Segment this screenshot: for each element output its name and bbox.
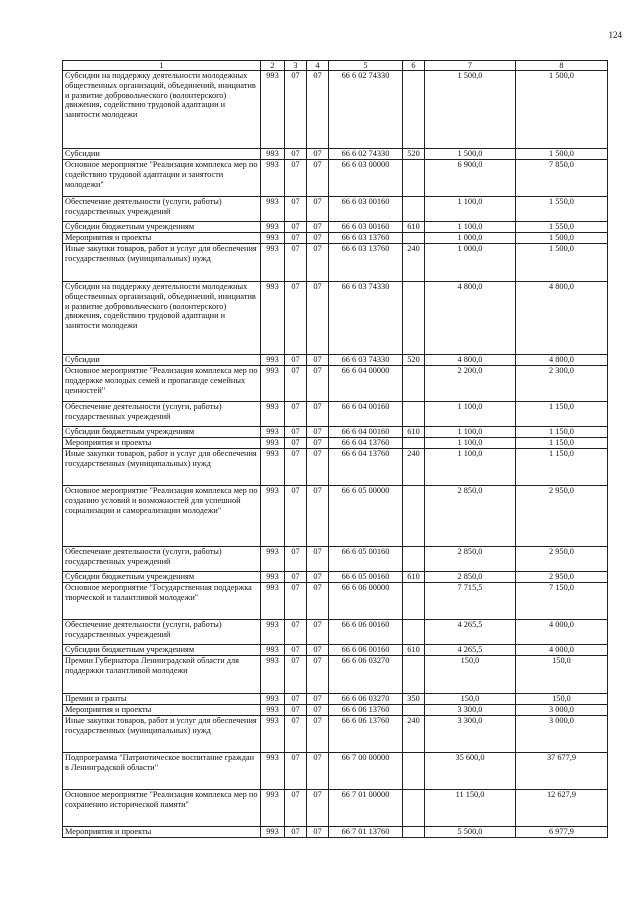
row-target-article: 66 6 06 00160 — [329, 645, 403, 656]
row-amount-year1: 1 500,0 — [425, 71, 516, 149]
row-subsection: 07 — [307, 572, 329, 583]
row-expense-type — [403, 197, 425, 222]
row-section: 07 — [285, 149, 307, 160]
row-ministry-code: 993 — [261, 790, 285, 827]
row-expense-type — [403, 366, 425, 402]
table-row — [63, 547, 608, 572]
table-row — [63, 694, 608, 705]
row-name: Субсидии на поддержку деятельности молодежных общественных организаций, объединений, инициатив и развитие добровольческого (волонтерского) движения, содействию трудовой адаптации и занятости молодежи — [63, 282, 261, 355]
row-subsection: 07 — [307, 547, 329, 572]
row-section: 07 — [285, 427, 307, 438]
row-target-article: 66 6 03 74330 — [329, 355, 403, 366]
table-row — [63, 233, 608, 244]
row-section: 07 — [285, 827, 307, 838]
row-amount-year1: 11 150,0 — [425, 790, 516, 827]
row-amount-year1: 1 000,0 — [425, 233, 516, 244]
row-target-article: 66 6 03 13760 — [329, 244, 403, 282]
row-section: 07 — [285, 790, 307, 827]
row-subsection: 07 — [307, 790, 329, 827]
row-amount-year1: 1 100,0 — [425, 197, 516, 222]
row-amount-year1: 5 500,0 — [425, 827, 516, 838]
row-amount-year2: 4 800,0 — [516, 282, 608, 355]
page-number: 124 — [608, 30, 622, 40]
row-ministry-code: 993 — [261, 222, 285, 233]
row-amount-year2: 1 500,0 — [516, 149, 608, 160]
row-target-article: 66 6 04 13760 — [329, 449, 403, 486]
row-expense-type — [403, 486, 425, 547]
row-amount-year2: 12 627,9 — [516, 790, 608, 827]
row-section: 07 — [285, 438, 307, 449]
row-ministry-code: 993 — [261, 355, 285, 366]
table-row — [63, 402, 608, 427]
table-row — [63, 71, 608, 149]
row-section: 07 — [285, 694, 307, 705]
row-ministry-code: 993 — [261, 572, 285, 583]
column-header: 2 — [261, 61, 285, 71]
row-target-article: 66 7 00 00000 — [329, 753, 403, 790]
table-row — [63, 438, 608, 449]
row-section: 07 — [285, 71, 307, 149]
row-ministry-code: 993 — [261, 486, 285, 547]
row-amount-year2: 1 150,0 — [516, 402, 608, 427]
row-name: Субсидии — [63, 355, 261, 366]
row-amount-year2: 2 950,0 — [516, 547, 608, 572]
row-amount-year2: 37 677,9 — [516, 753, 608, 790]
row-section: 07 — [285, 486, 307, 547]
row-name: Основное мероприятие "Реализация комплекса мер по сохранению исторической памяти" — [63, 790, 261, 827]
row-expense-type: 240 — [403, 716, 425, 753]
table-row — [63, 427, 608, 438]
row-amount-year2: 6 977,9 — [516, 827, 608, 838]
row-amount-year2: 4 000,0 — [516, 620, 608, 645]
budget-table — [62, 60, 608, 838]
row-target-article: 66 6 02 74330 — [329, 71, 403, 149]
table-row — [63, 753, 608, 790]
row-amount-year2: 1 500,0 — [516, 71, 608, 149]
row-name: Иные закупки товаров, работ и услуг для обеспечения государственных (муниципальных) нужд — [63, 449, 261, 486]
row-ministry-code: 993 — [261, 705, 285, 716]
row-section: 07 — [285, 160, 307, 197]
row-amount-year1: 2 850,0 — [425, 486, 516, 547]
row-name: Основное мероприятие "Государственная поддержка творческой и талантливой молодежи" — [63, 583, 261, 620]
row-amount-year1: 4 265,5 — [425, 620, 516, 645]
column-header: 4 — [307, 61, 329, 71]
row-subsection: 07 — [307, 645, 329, 656]
table-row — [63, 645, 608, 656]
row-ministry-code: 993 — [261, 366, 285, 402]
row-expense-type: 350 — [403, 694, 425, 705]
row-expense-type — [403, 620, 425, 645]
row-ministry-code: 993 — [261, 282, 285, 355]
row-target-article: 66 7 01 13760 — [329, 827, 403, 838]
row-target-article: 66 6 05 00000 — [329, 486, 403, 547]
row-expense-type — [403, 438, 425, 449]
column-header: 7 — [425, 61, 516, 71]
row-expense-type — [403, 71, 425, 149]
row-subsection: 07 — [307, 827, 329, 838]
row-amount-year1: 4 800,0 — [425, 355, 516, 366]
table-row — [63, 705, 608, 716]
row-ministry-code: 993 — [261, 427, 285, 438]
row-name: Основное мероприятие "Реализация комплекса мер по созданию условий и возможностей для успешной социализации и самореализации молодежи" — [63, 486, 261, 547]
row-name: Мероприятия и проекты — [63, 438, 261, 449]
table-row — [63, 366, 608, 402]
row-subsection: 07 — [307, 705, 329, 716]
table-row — [63, 197, 608, 222]
row-ministry-code: 993 — [261, 244, 285, 282]
row-name: Основное мероприятие "Реализация комплекса мер по поддержке молодых семей и пропаганде семейных ценностей" — [63, 366, 261, 402]
row-target-article: 66 6 03 00000 — [329, 160, 403, 197]
row-target-article: 66 6 06 03270 — [329, 656, 403, 694]
row-name: Обеспечение деятельности (услуги, работы) государственных учреждений — [63, 620, 261, 645]
row-amount-year2: 150,0 — [516, 656, 608, 694]
row-target-article: 66 6 06 00160 — [329, 620, 403, 645]
row-target-article: 66 6 04 00160 — [329, 402, 403, 427]
row-section: 07 — [285, 355, 307, 366]
row-name: Субсидии — [63, 149, 261, 160]
table-row — [63, 244, 608, 282]
row-target-article: 66 6 03 00160 — [329, 222, 403, 233]
row-ministry-code: 993 — [261, 583, 285, 620]
row-amount-year1: 1 000,0 — [425, 244, 516, 282]
row-section: 07 — [285, 716, 307, 753]
table-row — [63, 160, 608, 197]
row-name: Субсидии на поддержку деятельности молодежных общественных организаций, объединений, инициатив и развитие добровольческого (волонтерского) движения, содействию трудовой адаптации и занятости молодежи — [63, 71, 261, 149]
row-name: Субсидии бюджетным учреждениям — [63, 572, 261, 583]
row-expense-type: 610 — [403, 572, 425, 583]
row-amount-year1: 1 100,0 — [425, 427, 516, 438]
row-name: Субсидии бюджетным учреждениям — [63, 222, 261, 233]
row-ministry-code: 993 — [261, 402, 285, 427]
row-section: 07 — [285, 366, 307, 402]
row-target-article: 66 6 06 13760 — [329, 705, 403, 716]
row-subsection: 07 — [307, 656, 329, 694]
row-amount-year2: 1 500,0 — [516, 233, 608, 244]
row-name: Иные закупки товаров, работ и услуг для обеспечения государственных (муниципальных) нужд — [63, 244, 261, 282]
row-amount-year2: 1 150,0 — [516, 427, 608, 438]
row-name: Мероприятия и проекты — [63, 827, 261, 838]
row-name: Мероприятия и проекты — [63, 705, 261, 716]
row-expense-type — [403, 827, 425, 838]
table-row — [63, 620, 608, 645]
row-subsection: 07 — [307, 620, 329, 645]
row-target-article: 66 6 03 13760 — [329, 233, 403, 244]
row-target-article: 66 6 04 00160 — [329, 427, 403, 438]
row-expense-type: 240 — [403, 449, 425, 486]
column-header: 5 — [329, 61, 403, 71]
row-amount-year1: 3 300,0 — [425, 716, 516, 753]
row-subsection: 07 — [307, 716, 329, 753]
table-row — [63, 572, 608, 583]
row-expense-type — [403, 705, 425, 716]
row-ministry-code: 993 — [261, 694, 285, 705]
row-amount-year1: 7 715,5 — [425, 583, 516, 620]
row-subsection: 07 — [307, 244, 329, 282]
row-amount-year2: 7 150,0 — [516, 583, 608, 620]
row-expense-type: 520 — [403, 149, 425, 160]
row-ministry-code: 993 — [261, 233, 285, 244]
table-row — [63, 716, 608, 753]
row-name: Субсидии бюджетным учреждениям — [63, 645, 261, 656]
row-amount-year2: 2 950,0 — [516, 486, 608, 547]
row-target-article: 66 6 03 74330 — [329, 282, 403, 355]
row-amount-year1: 1 100,0 — [425, 222, 516, 233]
row-amount-year1: 1 100,0 — [425, 438, 516, 449]
row-target-article: 66 6 02 74330 — [329, 149, 403, 160]
row-target-article: 66 6 06 03270 — [329, 694, 403, 705]
row-expense-type — [403, 402, 425, 427]
row-name: Иные закупки товаров, работ и услуг для обеспечения государственных (муниципальных) нужд — [63, 716, 261, 753]
row-amount-year2: 1 500,0 — [516, 244, 608, 282]
row-target-article: 66 6 06 13760 — [329, 716, 403, 753]
row-amount-year1: 150,0 — [425, 656, 516, 694]
row-subsection: 07 — [307, 427, 329, 438]
row-amount-year2: 3 000,0 — [516, 716, 608, 753]
row-subsection: 07 — [307, 197, 329, 222]
row-section: 07 — [285, 233, 307, 244]
row-subsection: 07 — [307, 583, 329, 620]
row-ministry-code: 993 — [261, 149, 285, 160]
table-row — [63, 583, 608, 620]
row-section: 07 — [285, 572, 307, 583]
row-subsection: 07 — [307, 71, 329, 149]
row-expense-type — [403, 790, 425, 827]
table-row — [63, 282, 608, 355]
row-section: 07 — [285, 402, 307, 427]
row-ministry-code: 993 — [261, 716, 285, 753]
row-amount-year1: 6 900,0 — [425, 160, 516, 197]
row-amount-year2: 4 800,0 — [516, 355, 608, 366]
column-header: 6 — [403, 61, 425, 71]
row-amount-year1: 150,0 — [425, 694, 516, 705]
row-ministry-code: 993 — [261, 645, 285, 656]
row-amount-year2: 2 300,0 — [516, 366, 608, 402]
row-name: Подпрограмма "Патриотическое воспитание граждан в Ленинградской области" — [63, 753, 261, 790]
row-subsection: 07 — [307, 486, 329, 547]
table-row — [63, 222, 608, 233]
table-row — [63, 449, 608, 486]
row-section: 07 — [285, 547, 307, 572]
row-subsection: 07 — [307, 753, 329, 790]
row-expense-type: 240 — [403, 244, 425, 282]
row-amount-year1: 1 500,0 — [425, 149, 516, 160]
row-subsection: 07 — [307, 233, 329, 244]
row-target-article: 66 7 01 00000 — [329, 790, 403, 827]
row-ministry-code: 993 — [261, 197, 285, 222]
table-row — [63, 827, 608, 838]
row-amount-year1: 35 600,0 — [425, 753, 516, 790]
row-amount-year2: 7 850,0 — [516, 160, 608, 197]
row-target-article: 66 6 05 00160 — [329, 572, 403, 583]
row-amount-year1: 3 300,0 — [425, 705, 516, 716]
row-subsection: 07 — [307, 402, 329, 427]
row-expense-type: 610 — [403, 645, 425, 656]
row-section: 07 — [285, 656, 307, 694]
column-header: 3 — [285, 61, 307, 71]
row-section: 07 — [285, 449, 307, 486]
row-section: 07 — [285, 645, 307, 656]
row-amount-year1: 1 100,0 — [425, 449, 516, 486]
row-amount-year2: 1 550,0 — [516, 197, 608, 222]
row-ministry-code: 993 — [261, 753, 285, 790]
row-subsection: 07 — [307, 449, 329, 486]
row-amount-year1: 1 100,0 — [425, 402, 516, 427]
row-amount-year2: 3 000,0 — [516, 705, 608, 716]
row-subsection: 07 — [307, 149, 329, 160]
table-row — [63, 355, 608, 366]
row-section: 07 — [285, 197, 307, 222]
row-amount-year2: 2 950,0 — [516, 572, 608, 583]
row-amount-year1: 4 265,5 — [425, 645, 516, 656]
row-subsection: 07 — [307, 355, 329, 366]
row-ministry-code: 993 — [261, 71, 285, 149]
row-name: Мероприятия и проекты — [63, 233, 261, 244]
column-header: 1 — [63, 61, 261, 71]
row-ministry-code: 993 — [261, 620, 285, 645]
row-subsection: 07 — [307, 282, 329, 355]
row-expense-type — [403, 233, 425, 244]
row-amount-year2: 1 550,0 — [516, 222, 608, 233]
row-amount-year2: 1 150,0 — [516, 438, 608, 449]
row-amount-year1: 4 800,0 — [425, 282, 516, 355]
row-section: 07 — [285, 583, 307, 620]
row-expense-type: 610 — [403, 222, 425, 233]
column-number-row — [63, 61, 608, 71]
row-name: Обеспечение деятельности (услуги, работы) государственных учреждений — [63, 197, 261, 222]
row-expense-type — [403, 753, 425, 790]
row-section: 07 — [285, 244, 307, 282]
row-ministry-code: 993 — [261, 160, 285, 197]
row-name: Премии и гранты — [63, 694, 261, 705]
row-amount-year2: 4 000,0 — [516, 645, 608, 656]
table-row — [63, 790, 608, 827]
row-expense-type: 520 — [403, 355, 425, 366]
table-row — [63, 486, 608, 547]
row-subsection: 07 — [307, 222, 329, 233]
row-section: 07 — [285, 282, 307, 355]
row-expense-type — [403, 282, 425, 355]
row-target-article: 66 6 05 00160 — [329, 547, 403, 572]
row-target-article: 66 6 03 00160 — [329, 197, 403, 222]
row-name: Обеспечение деятельности (услуги, работы) государственных учреждений — [63, 547, 261, 572]
table-row — [63, 149, 608, 160]
row-target-article: 66 6 04 00000 — [329, 366, 403, 402]
row-ministry-code: 993 — [261, 827, 285, 838]
row-name: Субсидии бюджетным учреждениям — [63, 427, 261, 438]
row-section: 07 — [285, 620, 307, 645]
row-section: 07 — [285, 753, 307, 790]
row-expense-type — [403, 583, 425, 620]
row-subsection: 07 — [307, 160, 329, 197]
column-header: 8 — [516, 61, 608, 71]
row-subsection: 07 — [307, 694, 329, 705]
row-amount-year1: 2 850,0 — [425, 572, 516, 583]
row-expense-type: 610 — [403, 427, 425, 438]
row-expense-type — [403, 656, 425, 694]
row-amount-year1: 2 200,0 — [425, 366, 516, 402]
row-name: Основное мероприятие "Реализация комплекса мер по содействию трудовой адаптации и занятости молодежи" — [63, 160, 261, 197]
row-expense-type — [403, 547, 425, 572]
row-ministry-code: 993 — [261, 449, 285, 486]
row-name: Премии Губернатора Ленинградской области для поддержки талантливой молодежи — [63, 656, 261, 694]
row-ministry-code: 993 — [261, 547, 285, 572]
row-section: 07 — [285, 222, 307, 233]
row-section: 07 — [285, 705, 307, 716]
row-amount-year2: 150,0 — [516, 694, 608, 705]
row-target-article: 66 6 04 13760 — [329, 438, 403, 449]
row-expense-type — [403, 160, 425, 197]
row-ministry-code: 993 — [261, 656, 285, 694]
row-amount-year2: 1 150,0 — [516, 449, 608, 486]
row-subsection: 07 — [307, 366, 329, 402]
table-row — [63, 656, 608, 694]
row-amount-year1: 2 850,0 — [425, 547, 516, 572]
row-subsection: 07 — [307, 438, 329, 449]
row-name: Обеспечение деятельности (услуги, работы) государственных учреждений — [63, 402, 261, 427]
row-ministry-code: 993 — [261, 438, 285, 449]
row-target-article: 66 6 06 00000 — [329, 583, 403, 620]
